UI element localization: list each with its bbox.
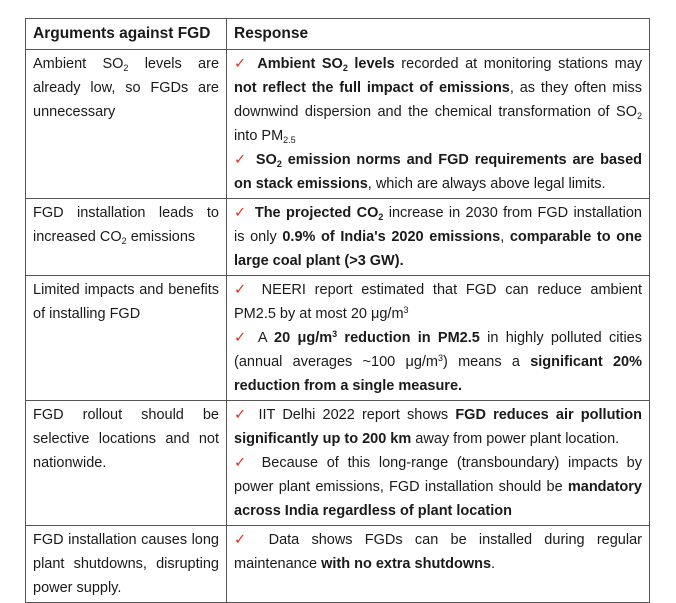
response-item: ✓ A 20 $\mu g/m^3$ reduction in PM2.5 in highly polluted cities (annual averages ~100 $\mu g/m^3$) means a significant 20% reduction from a single measure.: [234, 329, 643, 394]
argument-cell: Limited impacts and benefits of installing FGD: [26, 276, 227, 401]
response-cell: [227, 276, 650, 401]
check-icon: ✓: [234, 455, 251, 471]
table-row: [26, 199, 650, 276]
header-response: Response: [227, 19, 650, 50]
response-item: ✓ Because of this long-range (transboundary) impacts by power plant emissions, FGD installation should be mandatory across India regardless of plant location: [234, 455, 642, 519]
response-cell: [227, 401, 650, 526]
table-row: [26, 526, 650, 603]
response-item: ✓ NEERI report estimated that FGD can reduce ambient PM2.5 by at most 20 $\mu g/m^3$: [234, 282, 642, 322]
argument-cell: FGD installation causes long plant shutdowns, disrupting power supply.: [26, 526, 227, 603]
header-arguments: Arguments against FGD: [26, 19, 227, 50]
check-icon: ✓: [234, 330, 250, 346]
argument-cell: FGD rollout should be selective locations and not nationwide.: [26, 401, 227, 526]
table-header-row: [26, 19, 650, 50]
response-cell: [227, 526, 650, 603]
response-item: ✓ Ambient $SO_2$ levels recorded at monitoring stations may not reflect the full impact of emissions, as they often miss downwind dispersion and the chemical transformation of $SO_2$ into $PM_{2.5}$: [234, 56, 643, 145]
response-item: ✓ IIT Delhi 2022 report shows FGD reduces air pollution significantly up to 200 km away from power plant location.: [234, 407, 643, 447]
check-icon: ✓: [234, 532, 255, 548]
table-row: [26, 50, 650, 199]
check-icon: ✓: [234, 407, 250, 423]
response-cell: [227, 199, 650, 276]
check-icon: ✓: [234, 152, 248, 168]
response-item: ✓ $SO_2$ emission norms and FGD requirements are based on stack emissions, which are always above legal limits.: [234, 152, 643, 192]
argument-cell: Ambient $SO_2$ levels are already low, so FGDs are unnecessary: [26, 50, 227, 199]
response-item: ✓ The projected $CO_2$ increase in 2030 from FGD installation is only 0.9% of India's 2020 emissions, comparable to one large coal plant (>3 GW).: [234, 205, 642, 269]
argument-cell: FGD installation leads to increased $CO_2$ emissions: [26, 199, 227, 276]
check-icon: ✓: [234, 205, 248, 221]
table-row: [26, 276, 650, 401]
check-icon: ✓: [234, 282, 251, 298]
table-row: [26, 401, 650, 526]
response-item: ✓ Data shows FGDs can be installed during regular maintenance with no extra shutdowns.: [234, 532, 642, 572]
check-icon: ✓: [234, 56, 249, 72]
fgd-arguments-table: [25, 18, 650, 603]
response-cell: [227, 50, 650, 199]
